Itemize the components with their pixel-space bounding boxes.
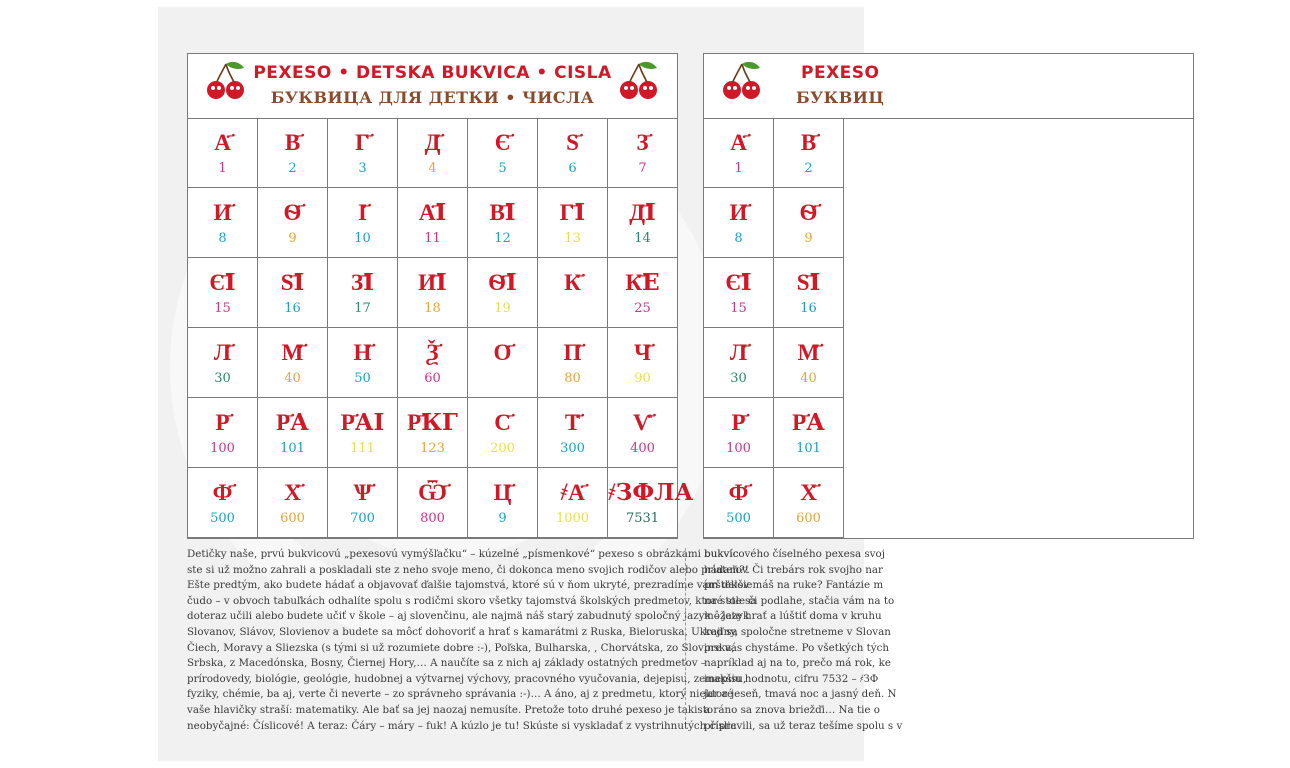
bukvica-glyph: И҃ bbox=[213, 199, 232, 226]
pexeso-card[interactable] bbox=[608, 468, 694, 538]
sheet-title-latin: PEXESO bbox=[801, 63, 880, 83]
sheet-title-cyrillic: БУКВИЦА ДЛЯ ДЕТКИ • ЧИСЛА bbox=[270, 88, 595, 107]
pexeso-sheet-left bbox=[187, 53, 694, 539]
card-number: 11 bbox=[424, 231, 441, 246]
document-page bbox=[158, 7, 903, 761]
card-number: 40 bbox=[284, 371, 301, 386]
card-number: 30 bbox=[214, 371, 231, 386]
bukvica-glyph: С҃ bbox=[494, 409, 511, 436]
card-number: 101 bbox=[796, 441, 821, 456]
card-number: 16 bbox=[284, 301, 301, 316]
card-number: 5 bbox=[498, 161, 507, 176]
pexeso-card[interactable] bbox=[188, 118, 258, 188]
card-number: 123 bbox=[420, 441, 445, 456]
pexeso-card[interactable] bbox=[468, 328, 538, 398]
pexeso-card[interactable] bbox=[258, 328, 328, 398]
pexeso-card[interactable] bbox=[468, 118, 538, 188]
cut-line bbox=[685, 548, 686, 720]
pexeso-card[interactable] bbox=[258, 258, 328, 328]
sheet-title-latin: PEXESO • DETSKA BUKVICA • CISLA bbox=[253, 63, 612, 83]
intro-text-left bbox=[187, 547, 757, 734]
text-line: Ešte predtým, ako budete hádať a objavovať ďalšie tajomstvá, ktoré sú v ňom ukryté, prezradíme vám ďalšie bbox=[187, 579, 753, 592]
bukvica-glyph: Р҃ bbox=[215, 409, 230, 436]
text-line: keď sa spoločne stretneme v Slovan bbox=[704, 625, 891, 638]
bukvica-glyph: Ѳ҃І bbox=[488, 269, 517, 296]
bukvica-glyph: Х҃ bbox=[800, 479, 817, 506]
sheet-title-cyrillic: БУКВИЦ bbox=[796, 88, 885, 107]
pexeso-card[interactable] bbox=[538, 328, 608, 398]
card-number: 9 bbox=[498, 511, 507, 526]
bukvica-glyph: М҃ bbox=[281, 339, 304, 366]
bukvica-glyph: Р҃ bbox=[731, 409, 746, 436]
pexeso-card[interactable] bbox=[774, 468, 844, 538]
pexeso-card[interactable] bbox=[774, 258, 844, 328]
pexeso-card[interactable] bbox=[468, 468, 538, 538]
bukvica-glyph: Є҃І bbox=[725, 269, 752, 296]
text-line: čudo – v obvoch tabuľkách odhalíte spolu s rodičmi skoro všetky tajomstvá školských predmetov, ktoré ste sa bbox=[187, 594, 757, 607]
pexeso-card[interactable] bbox=[188, 328, 258, 398]
card-number: 600 bbox=[280, 511, 305, 526]
pexeso-card[interactable] bbox=[328, 118, 398, 188]
text-line: jar a jeseň, tmavá noc a jasný deň. N bbox=[704, 688, 897, 701]
bukvica-glyph: Г҃ bbox=[355, 129, 370, 156]
bukvica-glyph: Є҃ bbox=[494, 129, 511, 156]
text-line: bukvicového číselného pexesa svoj bbox=[704, 548, 885, 560]
bukvica-glyph: Ѿ҃ bbox=[418, 479, 447, 506]
pexeso-card[interactable] bbox=[398, 188, 468, 258]
card-number: 12 bbox=[494, 231, 511, 246]
card-number: 10 bbox=[354, 231, 371, 246]
text-line: a ráno sa znova briežďi… Na tie o bbox=[704, 703, 880, 716]
card-number: 111 bbox=[350, 441, 375, 456]
card-number: 1000 bbox=[555, 511, 590, 526]
pexeso-card[interactable] bbox=[468, 188, 538, 258]
bukvica-glyph: Ѱ҃ bbox=[353, 479, 372, 506]
pexeso-card[interactable] bbox=[538, 258, 608, 328]
bukvica-glyph: А҃ bbox=[214, 129, 231, 156]
text-line: vaše hlavičky straší: matematiky. Ale bať sa jej naozaj nemusíte. Pretože toto druhé pexeso je takisto bbox=[187, 703, 714, 716]
pexeso-card[interactable] bbox=[258, 188, 328, 258]
bukvica-glyph: А҃І bbox=[418, 199, 447, 226]
card-number: 1 bbox=[218, 161, 227, 176]
pexeso-card[interactable] bbox=[188, 188, 258, 258]
text-line: ste si už možno zahrali a poskladali ste z neho svoje meno, či dokonca meno svojich rodičov alebo priateľov. bbox=[187, 563, 750, 576]
text-line: Srbska, z Macedónska, Bosny, Čiernej Hory,… A naučíte sa z nich aj základy ostatných predmetov – bbox=[187, 657, 706, 670]
card-number: 19 bbox=[494, 301, 511, 316]
bukvica-glyph: Х҃ bbox=[284, 479, 301, 506]
text-line: prírodovedy, biológie, geológie, hudobnej a výtvarnej výchovy, pracovného vyučovania, dejepisu, zemepisu, bbox=[187, 672, 747, 685]
pexeso-card[interactable] bbox=[774, 118, 844, 188]
bukvica-glyph: М҃ bbox=[797, 339, 820, 366]
card-number: 500 bbox=[210, 511, 235, 526]
bukvica-glyph: Ф҃ bbox=[728, 479, 749, 506]
card-number: 101 bbox=[280, 441, 305, 456]
pexeso-card[interactable] bbox=[608, 398, 678, 468]
card-number: 2 bbox=[804, 161, 813, 176]
bukvica-glyph: И҃І bbox=[418, 269, 447, 296]
pexeso-card[interactable] bbox=[704, 398, 774, 468]
pexeso-card[interactable] bbox=[328, 468, 398, 538]
pexeso-card[interactable] bbox=[398, 468, 468, 538]
pexeso-card[interactable] bbox=[704, 328, 774, 398]
card-number: 13 bbox=[564, 231, 581, 246]
pexeso-grid bbox=[704, 118, 1193, 538]
bukvica-glyph: З҃ bbox=[636, 129, 649, 156]
card-number: 700 bbox=[350, 511, 375, 526]
card-number: 8 bbox=[218, 231, 227, 246]
pexeso-card[interactable] bbox=[468, 398, 538, 468]
bukvica-glyph: І҃ bbox=[358, 199, 367, 226]
pexeso-card[interactable] bbox=[538, 118, 608, 188]
bukvica-glyph: Ф҃ bbox=[212, 479, 233, 506]
card-number: 6 bbox=[568, 161, 577, 176]
pexeso-card[interactable] bbox=[468, 258, 538, 328]
bukvica-glyph: Ѕ҃І bbox=[796, 269, 821, 296]
card-number: 300 bbox=[560, 441, 585, 456]
bukvica-glyph: Ѳ҃ bbox=[283, 199, 302, 226]
pexeso-card[interactable] bbox=[704, 258, 774, 328]
pexeso-card[interactable] bbox=[398, 398, 468, 468]
card-number: 25 bbox=[634, 301, 651, 316]
card-number: 17 bbox=[354, 301, 371, 316]
card-number: 50 bbox=[354, 371, 371, 386]
card-number: 600 bbox=[796, 511, 821, 526]
text-line: hádam?! Či trebárs rok svojho nar bbox=[704, 563, 883, 576]
pexeso-card[interactable] bbox=[188, 468, 258, 538]
pexeso-card[interactable] bbox=[188, 258, 258, 328]
card-number: 80 bbox=[564, 371, 581, 386]
pexeso-card[interactable] bbox=[258, 468, 328, 538]
cherries-icon bbox=[720, 60, 764, 100]
pexeso-card[interactable] bbox=[258, 118, 328, 188]
text-line: môžete hrať a lúštiť doma v kruhu bbox=[704, 610, 882, 623]
pexeso-card[interactable] bbox=[608, 188, 678, 258]
pexeso-card[interactable] bbox=[774, 398, 844, 468]
card-number: 30 bbox=[730, 371, 747, 386]
bukvica-glyph: Д҃І bbox=[629, 199, 656, 226]
pexeso-card[interactable] bbox=[538, 188, 608, 258]
pexeso-card[interactable] bbox=[328, 258, 398, 328]
bukvica-glyph: Т҃ bbox=[564, 409, 581, 436]
pexeso-card[interactable] bbox=[398, 328, 468, 398]
bukvica-glyph: Л҃ bbox=[213, 339, 232, 366]
card-number: 15 bbox=[730, 301, 747, 316]
card-number: 9 bbox=[804, 231, 813, 246]
bukvica-glyph: Р҃АІ bbox=[340, 409, 385, 436]
sheet-header bbox=[704, 54, 1193, 119]
bukvica-glyph: П҃ bbox=[563, 339, 582, 366]
text-line: na stole či podlahe, stačia vám na to bbox=[704, 594, 895, 607]
card-number: 4 bbox=[428, 161, 437, 176]
pexeso-card[interactable] bbox=[328, 328, 398, 398]
pexeso-card[interactable] bbox=[398, 258, 468, 328]
card-number: 200 bbox=[490, 441, 515, 456]
bukvica-glyph: Ѕ҃І bbox=[280, 269, 305, 296]
card-number: 2 bbox=[288, 161, 297, 176]
pexeso-card[interactable] bbox=[704, 118, 774, 188]
card-number: 400 bbox=[630, 441, 655, 456]
bukvica-glyph: В҃І bbox=[489, 199, 516, 226]
pexeso-grid bbox=[188, 118, 694, 538]
bukvica-glyph: И҃ bbox=[729, 199, 748, 226]
bukvica-glyph: Ч҃ bbox=[634, 339, 651, 366]
pexeso-card[interactable] bbox=[704, 468, 774, 538]
pexeso-card[interactable] bbox=[774, 328, 844, 398]
card-number: 7 bbox=[638, 161, 647, 176]
bukvica-glyph: Г҃І bbox=[559, 199, 586, 226]
text-line: Čiech, Moravy a Sliezska (s tými si už rozumiete dobre :-), Poľska, Bulharska, , Chorvátska, zo Slovinska, bbox=[187, 641, 735, 654]
bukvica-glyph: ҂А҃ bbox=[560, 479, 585, 506]
text-line: Slovanov, Slávov, Slovienov a budete sa môcť dohovoriť a hrať s kamarátmi z Ruska, Bieloruska, Ukrajiny, bbox=[187, 625, 738, 638]
pexeso-card[interactable] bbox=[538, 398, 608, 468]
card-number: 20 bbox=[564, 301, 581, 316]
bukvica-glyph: Д҃ bbox=[424, 129, 441, 156]
pexeso-card[interactable] bbox=[328, 398, 398, 468]
intro-text-right bbox=[704, 547, 903, 734]
card-number: 500 bbox=[726, 511, 751, 526]
sheet-header bbox=[188, 54, 677, 119]
card-number: 3 bbox=[358, 161, 367, 176]
text-line: neobyčajné: Číslicové! A teraz: Čáry – máry – fuk! A kúzlo je tu! Skúste si vyskladať z vystrihnutých číslic bbox=[187, 719, 737, 732]
text-line: pre vás chystáme. Po všetkých tých bbox=[704, 641, 889, 654]
bukvica-glyph: Ѯ҃ bbox=[426, 339, 439, 366]
bukvica-glyph: Ѵ҃ bbox=[633, 409, 652, 436]
bukvica-glyph: Р҃КГ bbox=[407, 409, 458, 436]
bukvica-glyph: ҂ЗФЛА bbox=[608, 479, 694, 506]
bukvica-glyph: К҃Е bbox=[625, 269, 660, 296]
bukvica-glyph: А҃ bbox=[730, 129, 747, 156]
bukvica-glyph: О҃ bbox=[493, 339, 512, 366]
pexeso-card[interactable] bbox=[398, 118, 468, 188]
bukvica-glyph: Л҃ bbox=[729, 339, 748, 366]
bukvica-glyph: Ц҃ bbox=[493, 479, 512, 506]
card-number: 18 bbox=[424, 301, 441, 316]
bukvica-glyph: Р҃А bbox=[276, 409, 309, 436]
pexeso-card[interactable] bbox=[328, 188, 398, 258]
bukvica-glyph: Ѳ҃ bbox=[799, 199, 818, 226]
card-number: 90 bbox=[634, 371, 651, 386]
card-number: 9 bbox=[288, 231, 297, 246]
text-line: pripravili, sa už teraz tešíme spolu s v bbox=[704, 719, 903, 732]
text-line: napríklad aj na to, prečo má rok, ke bbox=[704, 657, 891, 670]
card-number: 70 bbox=[494, 371, 511, 386]
cherries-icon bbox=[617, 60, 661, 100]
pexeso-card[interactable] bbox=[538, 468, 608, 538]
bukvica-glyph: К҃ bbox=[564, 269, 581, 296]
pexeso-sheet-right bbox=[703, 53, 1194, 539]
card-number: 7531 bbox=[625, 511, 660, 526]
card-number: 800 bbox=[420, 511, 445, 526]
card-number: 100 bbox=[210, 441, 235, 456]
pexeso-card[interactable] bbox=[258, 398, 328, 468]
text-line: inakšiu hodnotu, cifru 7532 – ҂ЗФ bbox=[704, 672, 879, 685]
text-line: prštekov máš na ruke? Fantázie m bbox=[704, 579, 884, 592]
bukvica-glyph: Н҃ bbox=[353, 339, 372, 366]
card-number: 1 bbox=[734, 161, 743, 176]
pexeso-card[interactable] bbox=[608, 118, 678, 188]
card-number: 100 bbox=[726, 441, 751, 456]
pexeso-card[interactable] bbox=[608, 258, 678, 328]
pexeso-card[interactable] bbox=[188, 398, 258, 468]
bukvica-glyph: З҃І bbox=[351, 269, 374, 296]
card-number: 60 bbox=[424, 371, 441, 386]
text-line: fyziky, chémie, ba aj, verte či neverte – zo správneho správania :-)… A áno, aj z predmetu, ktorý niektoré bbox=[187, 688, 734, 701]
card-number: 16 bbox=[800, 301, 817, 316]
text-line: doteraz učili alebo budete učiť v škole – aj slovenčinu, ale najmä náš starý zabudnutý spoločný jazyk – jazyk bbox=[187, 610, 750, 623]
bukvica-glyph: В҃ bbox=[800, 129, 817, 156]
bukvica-glyph: Ѕ҃ bbox=[566, 129, 579, 156]
bukvica-glyph: В҃ bbox=[284, 129, 301, 156]
card-number: 14 bbox=[634, 231, 651, 246]
bukvica-glyph: Р҃А bbox=[792, 409, 825, 436]
card-number: 40 bbox=[800, 371, 817, 386]
pexeso-card[interactable] bbox=[608, 328, 678, 398]
pexeso-card[interactable] bbox=[774, 188, 844, 258]
text-line: Detičky naše, prvú bukvicovú „pexesovú vymýšľačku“ – kúzelné „písmenkové“ pexeso s obrázkami bukvíc bbox=[187, 548, 739, 560]
card-number: 8 bbox=[734, 231, 743, 246]
pexeso-card[interactable] bbox=[704, 188, 774, 258]
card-number: 15 bbox=[214, 301, 231, 316]
bukvica-glyph: Є҃І bbox=[209, 269, 236, 296]
